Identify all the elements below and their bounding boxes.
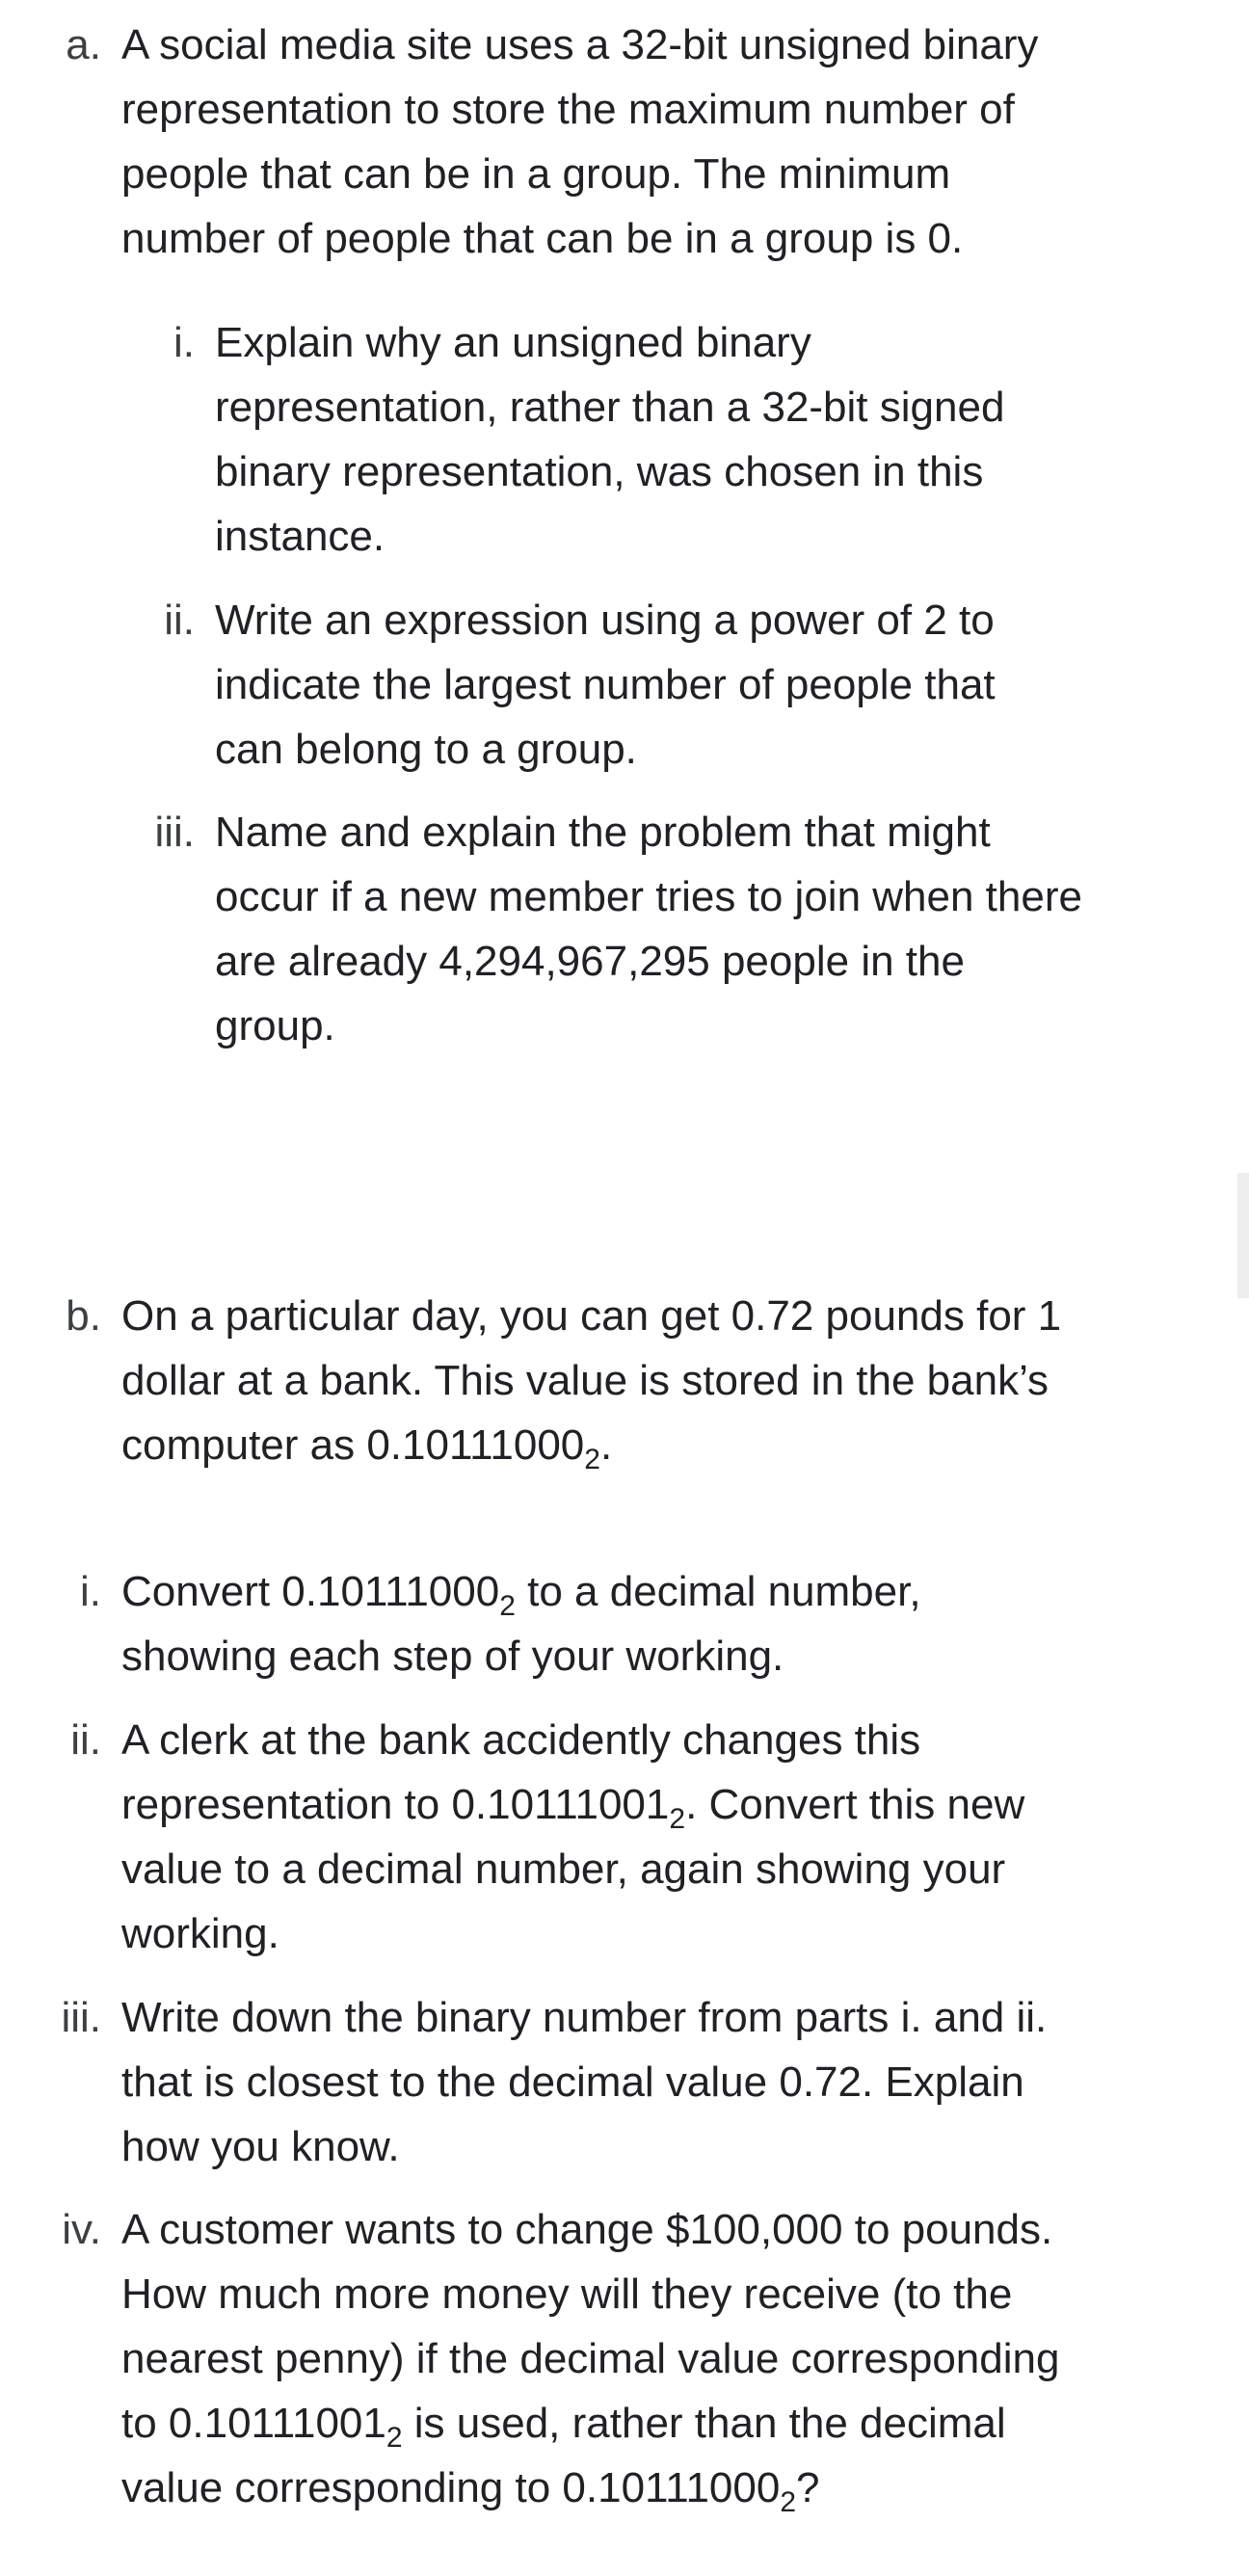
part-text-b: to a decimal number, showing each step of your working.	[121, 1568, 921, 1680]
part-text: Write down the binary number from parts i. and ii. that is closest to the decimal value 0.72. Explain how you know.	[121, 1994, 1048, 2170]
part-marker: i.	[173, 319, 195, 366]
part-marker: iii.	[154, 809, 195, 856]
scrollbar-handle[interactable]	[1237, 1173, 1249, 1298]
question-a-text: A social media site uses a 32-bit unsigned binary representation to store the maximum number of people that can be in a group. The minimum number of people that can be in a group is 0.	[121, 21, 1039, 262]
part-text-c: ?	[796, 2464, 820, 2511]
subscript: 2	[385, 2422, 403, 2454]
question-b-text	[121, 1284, 1076, 1477]
subscript: 2	[584, 1444, 600, 1475]
part-text-b: . Convert this new value to a decimal number, again showing your working.	[121, 1781, 1025, 1957]
part-text-a: A customer wants to change $100,000 to pounds. How much more money will they receive (to the nearest penny) if the decimal value corresponding to 0.10111001	[121, 2206, 1060, 2447]
part-text-a: Convert 0.10111000	[121, 1568, 500, 1615]
subscript: 2	[499, 1590, 516, 1622]
part-text	[121, 1559, 1076, 1688]
part-text	[121, 1708, 1076, 1966]
subscript: 2	[669, 1803, 686, 1835]
subscript: 2	[780, 2486, 797, 2518]
question-b-text-end: .	[599, 1421, 613, 1469]
question-a-marker: a.	[66, 21, 101, 68]
part-text: Explain why an unsigned binary representation, rather than a 32-bit signed binary representation, was chosen in this instance.	[215, 319, 1005, 560]
part-text: Name and explain the problem that might occur if a new member tries to join when there are already 4,294,967,295 people in the group.	[215, 809, 1082, 1049]
part-marker: iii.	[61, 1994, 101, 2041]
part-text-b: is used, rather than the decimal value corresponding to 0.10111000	[121, 2400, 1006, 2511]
part-text	[121, 2197, 1095, 2520]
question-b-text-main: On a particular day, you can get 0.72 pounds for 1 dollar at a bank. This value is stored in the bank’s computer as 0.10111000	[121, 1292, 1062, 1469]
part-text-a: A clerk at the bank accidently changes this representation to 0.10111001	[121, 1716, 921, 1828]
part-marker: ii.	[164, 597, 195, 644]
question-b-marker: b.	[66, 1292, 101, 1340]
part-marker: i.	[80, 1568, 101, 1615]
part-marker: ii.	[70, 1716, 101, 1764]
part-text: Write an expression using a power of 2 to indicate the largest number of people that can belong to a group.	[215, 597, 996, 773]
part-marker: iv.	[62, 2206, 101, 2253]
